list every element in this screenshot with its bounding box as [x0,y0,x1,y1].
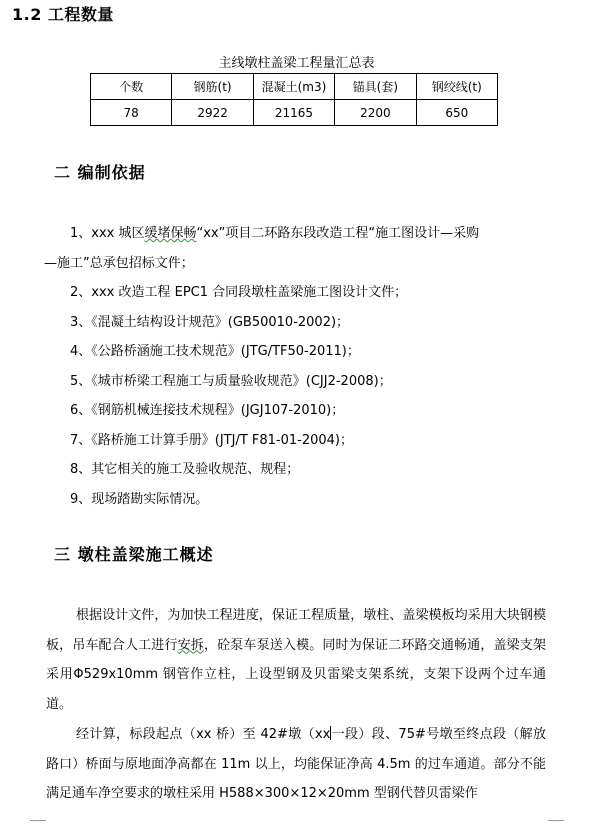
basis-item-3: 3、《混凝土结构设计规范》(GB50010-2002)； [70,314,350,330]
basis-item-9: 9、现场踏勘实际情况。 [70,491,209,507]
basis-item-1 [70,219,550,249]
value-cell-count: 78 [91,100,172,126]
paragraph-calculation-b: 一段）段、75#号墩至终点段（解放路口）桥面与原地面净高都在 11m 以上，均能保证净高 4.5m 的过车通道。部分不能满足通车净空要求的墩柱采用 H588×300×12×20mm 型钢代替贝雷梁作 [46,727,546,801]
value-cell-rebar: 2922 [172,100,253,126]
quantity-table [90,73,498,126]
basis-item-1-pre: 1、xxx 城区 [70,226,145,241]
spellcheck-marked-text-2: 安拆 [177,637,204,653]
footer-mark-right [548,820,564,821]
basis-list [44,219,550,514]
paragraph-overview-b: ，砼泵车泵送入模。同时为保证二环路交通畅通，盖梁支架采用Φ529x10mm 钢管作立柱，上设型钢及贝雷梁支架系统，支架下设两个过车通道。 [46,637,546,712]
header-cell-anchor: 锚具(套) [335,74,416,100]
table-header-row [91,74,498,100]
paragraph-calculation[interactable] [46,720,546,809]
basis-item-1-cont: —施工”总承包招标文件； [44,255,194,271]
paragraph-overview-a: 根据设计文件，为加快工程进度，保证工程质量，墩柱、盖梁模板均采用大块钢模板，吊车配合人工进行 [46,608,546,653]
section-heading-2: 二 编制依据 [54,163,146,182]
section-heading-3: 三 墩柱盖梁施工概述 [54,545,214,564]
paragraph-calculation-a: 经计算，标段起点（xx 桥）至 42#墩（xx [76,727,331,742]
paragraph-overview [46,601,546,719]
basis-item-2: 2、xxx 改造工程 EPC1 合同段墩柱盖梁施工图设计文件； [70,285,408,300]
table-value-row [91,100,498,126]
footer-mark-left [30,820,46,821]
basis-item-4: 4、《公路桥涵施工技术规范》(JTG/TF50-2011)； [70,344,360,359]
basis-item-8: 8、其它相关的施工及验收规范、规程； [70,462,300,477]
basis-item-1-post: “xx”项目二环路东段改造工程“施工图设计—采购 [196,226,480,241]
basis-item-7: 7、《路桥施工计算手册》(JTJ/T F81-01-2004)； [70,432,354,448]
value-cell-strand: 650 [416,100,497,126]
header-cell-count: 个数 [91,74,172,100]
value-cell-anchor: 2200 [335,100,416,126]
value-cell-concrete: 21165 [253,100,334,126]
spellcheck-marked-text: 缓堵保畅 [144,226,197,241]
header-cell-strand: 钢绞线(t) [416,74,497,100]
basis-item-6: 6、《钢筋机械连接技术规程》(JGJ107-2010)； [70,403,345,418]
header-cell-rebar: 钢筋(t) [172,74,253,100]
basis-item-5: 5、《城市桥梁工程施工与质量验收规范》(CJJ2-2008)； [70,373,392,389]
header-cell-concrete: 混凝土(m3) [253,74,334,100]
section-heading-1-2: 1.2 工程数量 [12,5,114,24]
table-caption: 主线墩柱盖梁工程量汇总表 [218,56,375,71]
